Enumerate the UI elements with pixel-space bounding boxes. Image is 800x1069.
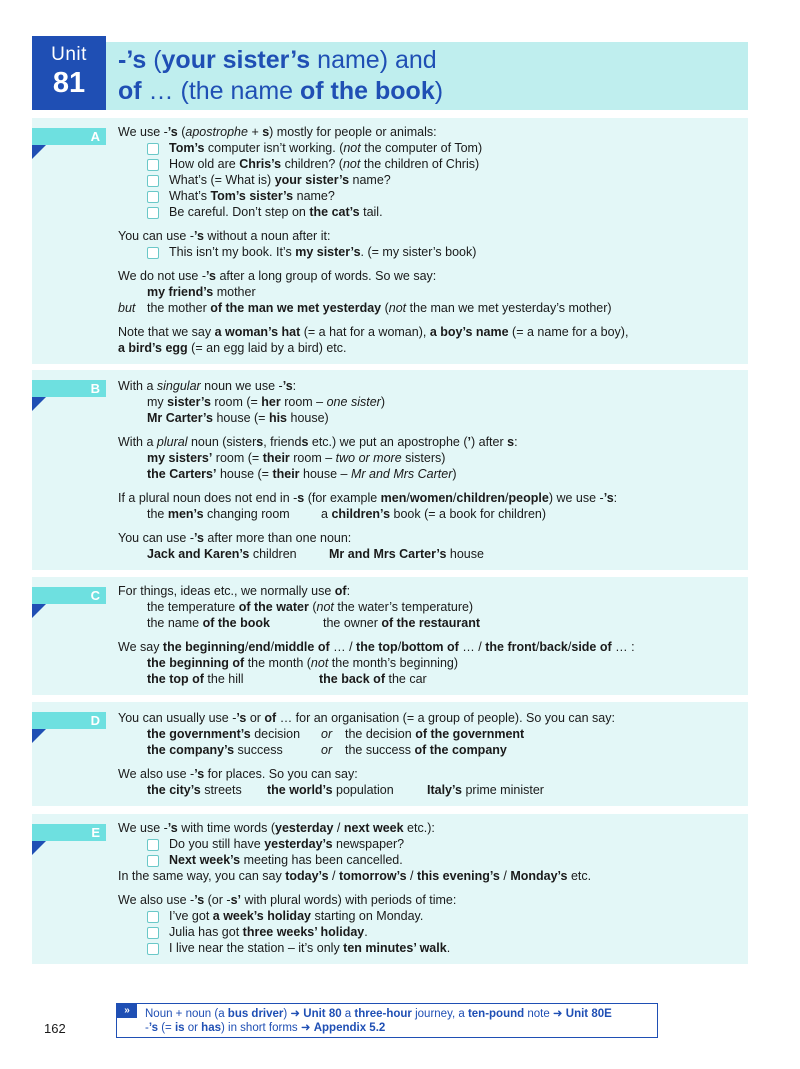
section-c [32,577,748,695]
example-item: What’s Tom’s sister’s name? [118,188,740,204]
example-item: but the mother of the man we met yesterday (not the man we met yesterday’s mother) [118,301,612,315]
section-marker [32,841,46,855]
example-item: I live near the station – it’s only ten minutes’ walk. [118,940,740,956]
example-item: my friend’s mother [147,285,256,299]
example-item: my sisters’ room (= their room – two or more sisters) [147,451,446,465]
section-letter: B [32,380,106,397]
rule-text: We use -’s (apostrophe + s) mostly for people or animals: [118,125,437,139]
rule-text: You can use -’s without a noun after it: [118,229,331,243]
example-item: What’s (= What is) your sister’s name? [118,172,740,188]
example-item: the beginning of the month (not the month’s beginning) [147,656,459,670]
section-e [32,814,748,964]
unit-badge [32,36,106,110]
cross-reference-line[interactable]: Noun + noun (a bus driver) ➜ Unit 80 a three-hour journey, a ten-pound note ➜ Unit 80E [145,1008,612,1020]
rule-text: You can usually use -’s or of … for an organisation (= a group of people). So you can say: [118,711,615,725]
unit-number: 81 [52,67,86,99]
example-item: the temperature of the water (not the water’s temperature) [147,600,474,614]
example-item: This isn’t my book. It’s my sister’s. (= my sister’s book) [118,244,740,260]
example-item: the top of the hill the back of the car [147,672,427,686]
rule-text: We say the beginning/end/middle of … / the top/bottom of … / the front/back/side of … : [118,640,635,654]
section-a [32,118,748,364]
section-marker [32,729,46,743]
title-line-2: of … (the name of the book) [118,77,444,105]
example-item: Do you still have yesterday’s newspaper? [118,836,740,852]
rule-text: We do not use -’s after a long group of words. So we say: [118,269,437,283]
example-item: the government’s decision or the decision of the government [147,727,525,741]
section-letter: C [32,587,106,604]
example-item: Mr Carter’s house (= his house) [147,411,329,425]
example-item: the men’s changing room a children’s book (= a book for children) [147,507,547,521]
example-item: the name of the book the owner of the restaurant [147,616,481,630]
title-line-1: -’s (your sister’s name) and [118,46,437,74]
rule-text: We use -’s with time words (yesterday / next week etc.): [118,821,435,835]
rule-text: With a singular noun we use -’s: [118,379,297,393]
section-letter: D [32,712,106,729]
example-item: the company’s success or the success of the company [147,743,507,757]
cross-reference-line[interactable]: -’s (= is or has) in short forms ➜ Appendix 5.2 [145,1022,386,1034]
section-marker [32,145,46,159]
example-item: Be careful. Don’t step on the cat’s tail. [118,204,740,220]
double-arrow-icon: » [117,1004,137,1018]
example-item: my sister’s room (= her room – one sister) [147,395,385,409]
unit-label: Unit [51,44,87,65]
example-item: How old are Chris’s children? (not the children of Chris) [118,156,740,172]
section-marker [32,397,46,411]
rule-text: We also use -’s (or -s’ with plural words) with periods of time: [118,893,457,907]
example-item: Next week’s meeting has been cancelled. [118,852,740,868]
example-item: the city’s streets the world’s population Italy’s prime minister [147,783,544,797]
section-marker [32,604,46,618]
example-item: Julia has got three weeks’ holiday. [118,924,740,940]
rule-text: With a plural noun (sisters, friends etc.) we put an apostrophe (’) after s: [118,435,518,449]
section-b [32,370,748,570]
rule-text: We also use -’s for places. So you can say: [118,767,358,781]
example-item: Tom’s computer isn’t working. (not the computer of Tom) [118,140,740,156]
example-item: the Carters’ house (= their house – Mr and Mrs Carter) [147,467,457,481]
rule-text: For things, ideas etc., we normally use of: [118,584,351,598]
rule-text: You can use -’s after more than one noun: [118,531,352,545]
cross-reference-box [116,1003,658,1038]
page-number: 162 [44,1021,66,1036]
section-d [32,702,748,806]
rule-text: a bird’s egg (= an egg laid by a bird) etc. [118,341,347,355]
page-title [118,45,443,107]
example-item: Jack and Karen’s children Mr and Mrs Carter’s house [147,547,484,561]
example-item: I’ve got a week’s holiday starting on Monday. [118,908,740,924]
rule-text: Note that we say a woman’s hat (= a hat for a woman), a boy’s name (= a name for a boy), [118,325,629,339]
rule-text: If a plural noun does not end in -s (for example men/women/children/people) we use -’s: [118,491,618,505]
section-letter: E [32,824,106,841]
section-letter: A [32,128,106,145]
rule-text: In the same way, you can say today’s / tomorrow’s / this evening’s / Monday’s etc. [118,869,592,883]
